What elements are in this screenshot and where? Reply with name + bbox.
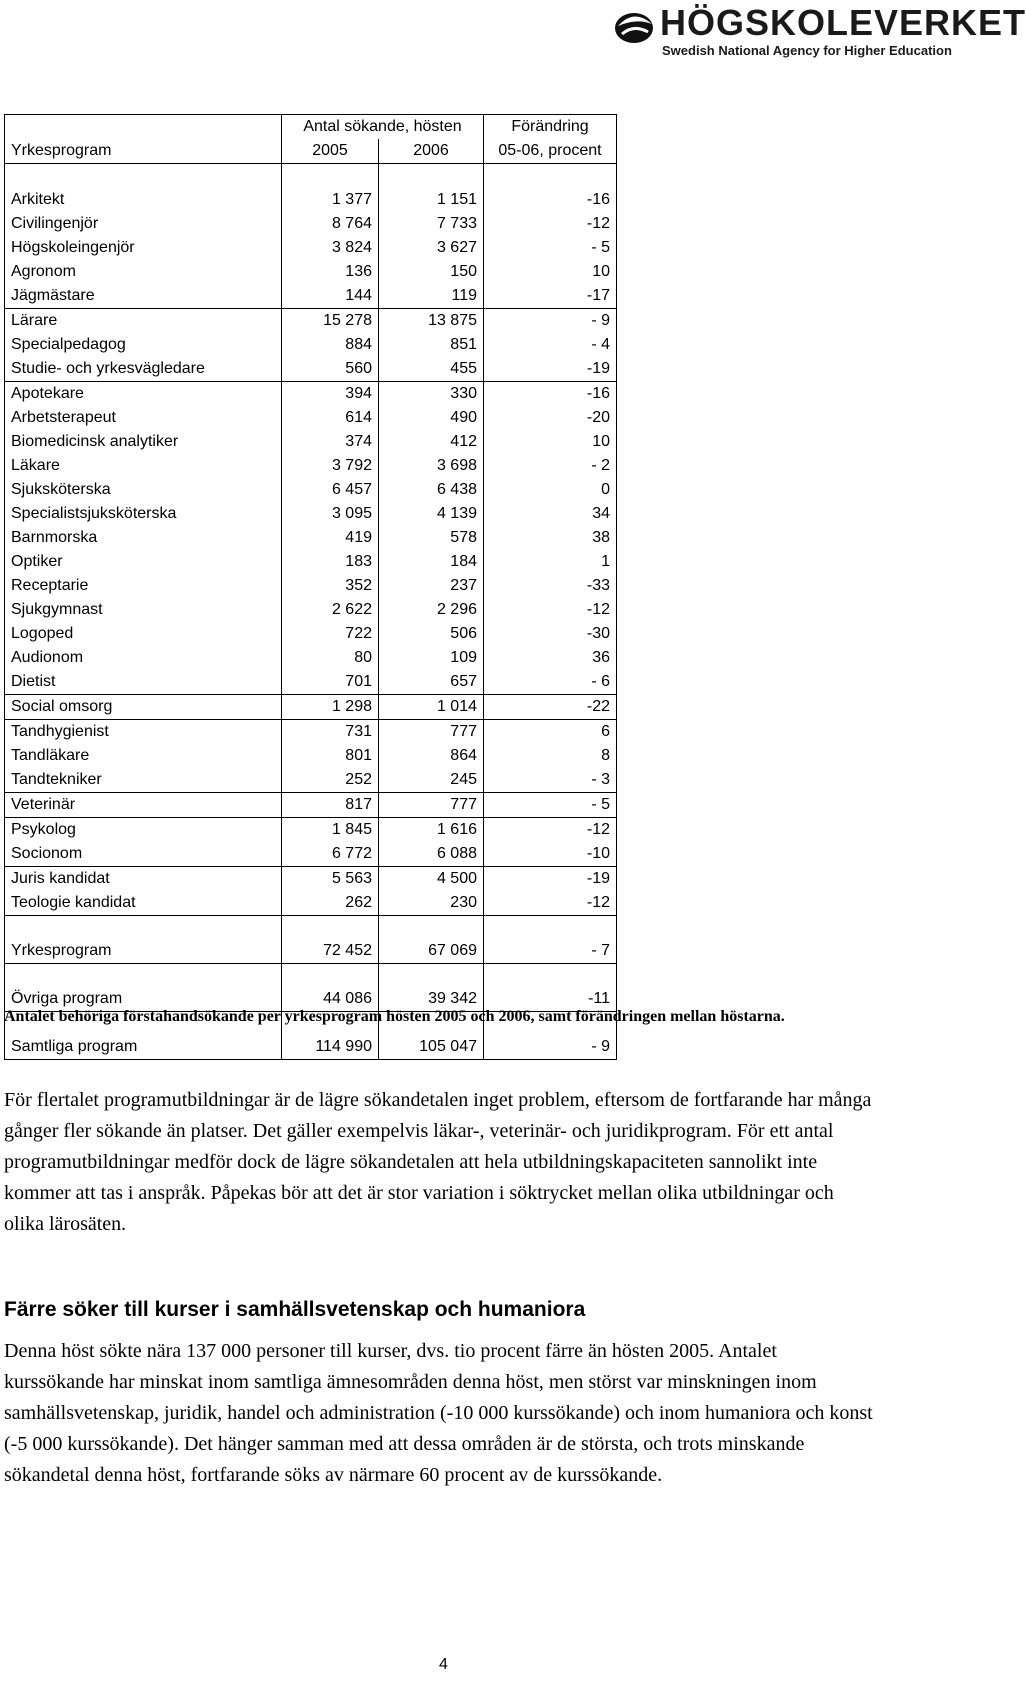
table-row [5,333,617,357]
value-2006: 150 [379,260,484,284]
header-blank [5,115,282,140]
change-percent: -33 [484,574,617,598]
header-row-2 [5,139,617,164]
logo-mark-icon [612,4,658,50]
value-2006: 6 438 [379,478,484,502]
table-row [5,695,617,720]
total-2005: 72 452 [282,939,379,964]
value-2005: 614 [282,406,379,430]
total-change: -11 [484,987,617,1012]
program-name: Receptarie [5,574,282,598]
header-year-2006: 2006 [379,139,484,164]
change-percent: 38 [484,526,617,550]
table-row [5,454,617,478]
change-percent: -12 [484,818,617,843]
value-2005: 560 [282,357,379,382]
table-row [5,526,617,550]
change-percent: - 5 [484,793,617,818]
value-2005: 1 298 [282,695,379,720]
table-caption: Antalet behöriga förstahandsökande per yrkesprogram hösten 2005 och 2006, samt förändringen mellan höstarna. [4,1008,785,1025]
value-2005: 394 [282,382,379,407]
change-percent: -16 [484,188,617,212]
value-2005: 884 [282,333,379,357]
section-heading: Färre söker till kurser i samhällsvetenskap och humaniora [4,1298,586,1321]
program-name: Optiker [5,550,282,574]
logo-title: HÖGSKOLEVERKET [660,2,1026,43]
value-2005: 6 457 [282,478,379,502]
value-2005: 262 [282,891,379,916]
value-2006: 7 733 [379,212,484,236]
value-2005: 1 377 [282,188,379,212]
paragraph-1: För flertalet programutbildningar är de lägre sökandetalen inget problem, eftersom de fortfarande har många gånger fler sökande än platser. Det gäller exempelvis läkar-, veterinär- och juridikprogram. För ett antal programutbildningar medför dock de lägre sökandetalen att hela utbildningskapaciteten sannolikt inte kommer att tas i anspråk. Påpekas bör att det är stor variation i söktrycket mellan olika utbildningar och olika lärosäten. [4,1089,872,1235]
value-2005: 183 [282,550,379,574]
change-percent: - 9 [484,309,617,334]
value-2005: 1 845 [282,818,379,843]
program-name: Apotekare [5,382,282,407]
total-name: Övriga program [5,987,282,1012]
value-2006: 1 151 [379,188,484,212]
total-2005: 114 990 [282,1035,379,1060]
applicants-table [4,114,617,1060]
total-name: Samtliga program [5,1035,282,1060]
change-percent: 10 [484,430,617,454]
change-percent: 0 [484,478,617,502]
value-2005: 6 772 [282,842,379,867]
table-row [5,430,617,454]
value-2005: 419 [282,526,379,550]
table-row [5,842,617,867]
program-name: Tandläkare [5,744,282,768]
value-2006: 578 [379,526,484,550]
total-2006: 67 069 [379,939,484,964]
table-row [5,236,617,260]
table-row [5,891,617,916]
spacer-row [5,164,617,189]
change-percent: - 6 [484,670,617,695]
program-name: Logoped [5,622,282,646]
program-name: Högskoleingenjör [5,236,282,260]
total-change: - 7 [484,939,617,964]
value-2006: 4 500 [379,867,484,892]
program-name: Biomedicinsk analytiker [5,430,282,454]
value-2006: 330 [379,382,484,407]
value-2005: 731 [282,720,379,745]
value-2006: 237 [379,574,484,598]
change-percent: - 3 [484,768,617,793]
spacer-row [5,916,617,940]
value-2005: 722 [282,622,379,646]
value-2006: 490 [379,406,484,430]
table-row [5,309,617,334]
logo [612,2,1026,60]
value-2006: 864 [379,744,484,768]
table-row [5,284,617,309]
change-percent: 36 [484,646,617,670]
change-percent: - 2 [484,454,617,478]
program-name: Barnmorska [5,526,282,550]
table-row [5,502,617,526]
value-2006: 657 [379,670,484,695]
value-2005: 801 [282,744,379,768]
table-row [5,574,617,598]
value-2006: 1 014 [379,695,484,720]
change-percent: -19 [484,357,617,382]
table-row [5,550,617,574]
change-percent: -10 [484,842,617,867]
program-name: Arbetsterapeut [5,406,282,430]
program-name: Juris kandidat [5,867,282,892]
header-year-2005: 2005 [282,139,379,164]
value-2005: 136 [282,260,379,284]
table-row [5,818,617,843]
change-percent: -12 [484,891,617,916]
program-name: Audionom [5,646,282,670]
table-row [5,260,617,284]
table-row [5,212,617,236]
table-row [5,793,617,818]
header-program: Yrkesprogram [5,139,282,164]
value-2006: 506 [379,622,484,646]
table-row [5,598,617,622]
value-2005: 144 [282,284,379,309]
value-2005: 3 824 [282,236,379,260]
value-2005: 374 [282,430,379,454]
value-2006: 245 [379,768,484,793]
table-row [5,478,617,502]
value-2005: 5 563 [282,867,379,892]
change-percent: - 5 [484,236,617,260]
program-name: Jägmästare [5,284,282,309]
value-2005: 3 792 [282,454,379,478]
program-name: Psykolog [5,818,282,843]
value-2006: 1 616 [379,818,484,843]
change-percent: -12 [484,212,617,236]
value-2006: 119 [379,284,484,309]
total-2006: 39 342 [379,987,484,1012]
program-name: Dietist [5,670,282,695]
value-2006: 109 [379,646,484,670]
value-2006: 3 698 [379,454,484,478]
header-group-label: Antal sökande, hösten [282,115,484,140]
value-2006: 2 296 [379,598,484,622]
program-name: Studie- och yrkesvägledare [5,357,282,382]
table-row [5,406,617,430]
change-percent: 34 [484,502,617,526]
value-2006: 412 [379,430,484,454]
logo-subtitle: Swedish National Agency for Higher Education [662,43,952,58]
total-name: Yrkesprogram [5,939,282,964]
change-percent: -20 [484,406,617,430]
table-row [5,382,617,407]
change-percent: -17 [484,284,617,309]
value-2005: 817 [282,793,379,818]
table-row [5,720,617,745]
table-row [5,670,617,695]
total-2006: 105 047 [379,1035,484,1060]
program-name: Tandtekniker [5,768,282,793]
paragraph-2: Denna höst sökte nära 137 000 personer till kurser, dvs. tio procent färre än hösten 2005. Antalet kurssökande har minskat inom samtliga ämnesområden denna höst, men störst var minskningen inom samhällsvetenskap, juridik, handel och administration (-10 000 kurssökande) och inom humaniora och konst (-5 000 kurssökande). Det hänger samman med att dessa områden är de största, och trots minskande sökandetal denna höst, fortfarande söks av närmare 60 procent av de kurssökande. [4,1340,873,1486]
table-row [5,357,617,382]
program-name: Tandhygienist [5,720,282,745]
value-2005: 3 095 [282,502,379,526]
change-percent: 8 [484,744,617,768]
program-name: Arkitekt [5,188,282,212]
header-change-label: Förändring [484,115,617,140]
table-row [5,768,617,793]
change-percent: 10 [484,260,617,284]
total-2005: 44 086 [282,987,379,1012]
value-2006: 851 [379,333,484,357]
value-2006: 6 088 [379,842,484,867]
program-name: Civilingenjör [5,212,282,236]
table-row [5,622,617,646]
program-name: Läkare [5,454,282,478]
value-2006: 184 [379,550,484,574]
change-percent: -19 [484,867,617,892]
value-2005: 352 [282,574,379,598]
table-row [5,744,617,768]
change-percent: -22 [484,695,617,720]
value-2005: 15 278 [282,309,379,334]
value-2005: 252 [282,768,379,793]
change-percent: - 4 [484,333,617,357]
header-change-unit: 05-06, procent [484,139,617,164]
total-change: - 9 [484,1035,617,1060]
total-row [5,939,617,964]
change-percent: 1 [484,550,617,574]
value-2005: 8 764 [282,212,379,236]
value-2006: 455 [379,357,484,382]
change-percent: -12 [484,598,617,622]
change-percent: -30 [484,622,617,646]
value-2006: 3 627 [379,236,484,260]
value-2005: 2 622 [282,598,379,622]
program-name: Lärare [5,309,282,334]
value-2006: 13 875 [379,309,484,334]
program-name: Specialistsjuksköterska [5,502,282,526]
value-2006: 230 [379,891,484,916]
change-percent: 6 [484,720,617,745]
change-percent: -16 [484,382,617,407]
program-name: Sjuksköterska [5,478,282,502]
total-row [5,1035,617,1060]
program-name: Specialpedagog [5,333,282,357]
table-row [5,646,617,670]
value-2005: 80 [282,646,379,670]
spacer-row [5,964,617,988]
program-name: Social omsorg [5,695,282,720]
value-2006: 777 [379,793,484,818]
value-2006: 777 [379,720,484,745]
value-2005: 701 [282,670,379,695]
program-name: Veterinär [5,793,282,818]
program-name: Agronom [5,260,282,284]
table-row [5,867,617,892]
program-name: Teologie kandidat [5,891,282,916]
program-name: Socionom [5,842,282,867]
header-row-1 [5,115,617,140]
table-row [5,188,617,212]
value-2006: 4 139 [379,502,484,526]
page-number: 4 [439,1656,448,1673]
program-name: Sjukgymnast [5,598,282,622]
